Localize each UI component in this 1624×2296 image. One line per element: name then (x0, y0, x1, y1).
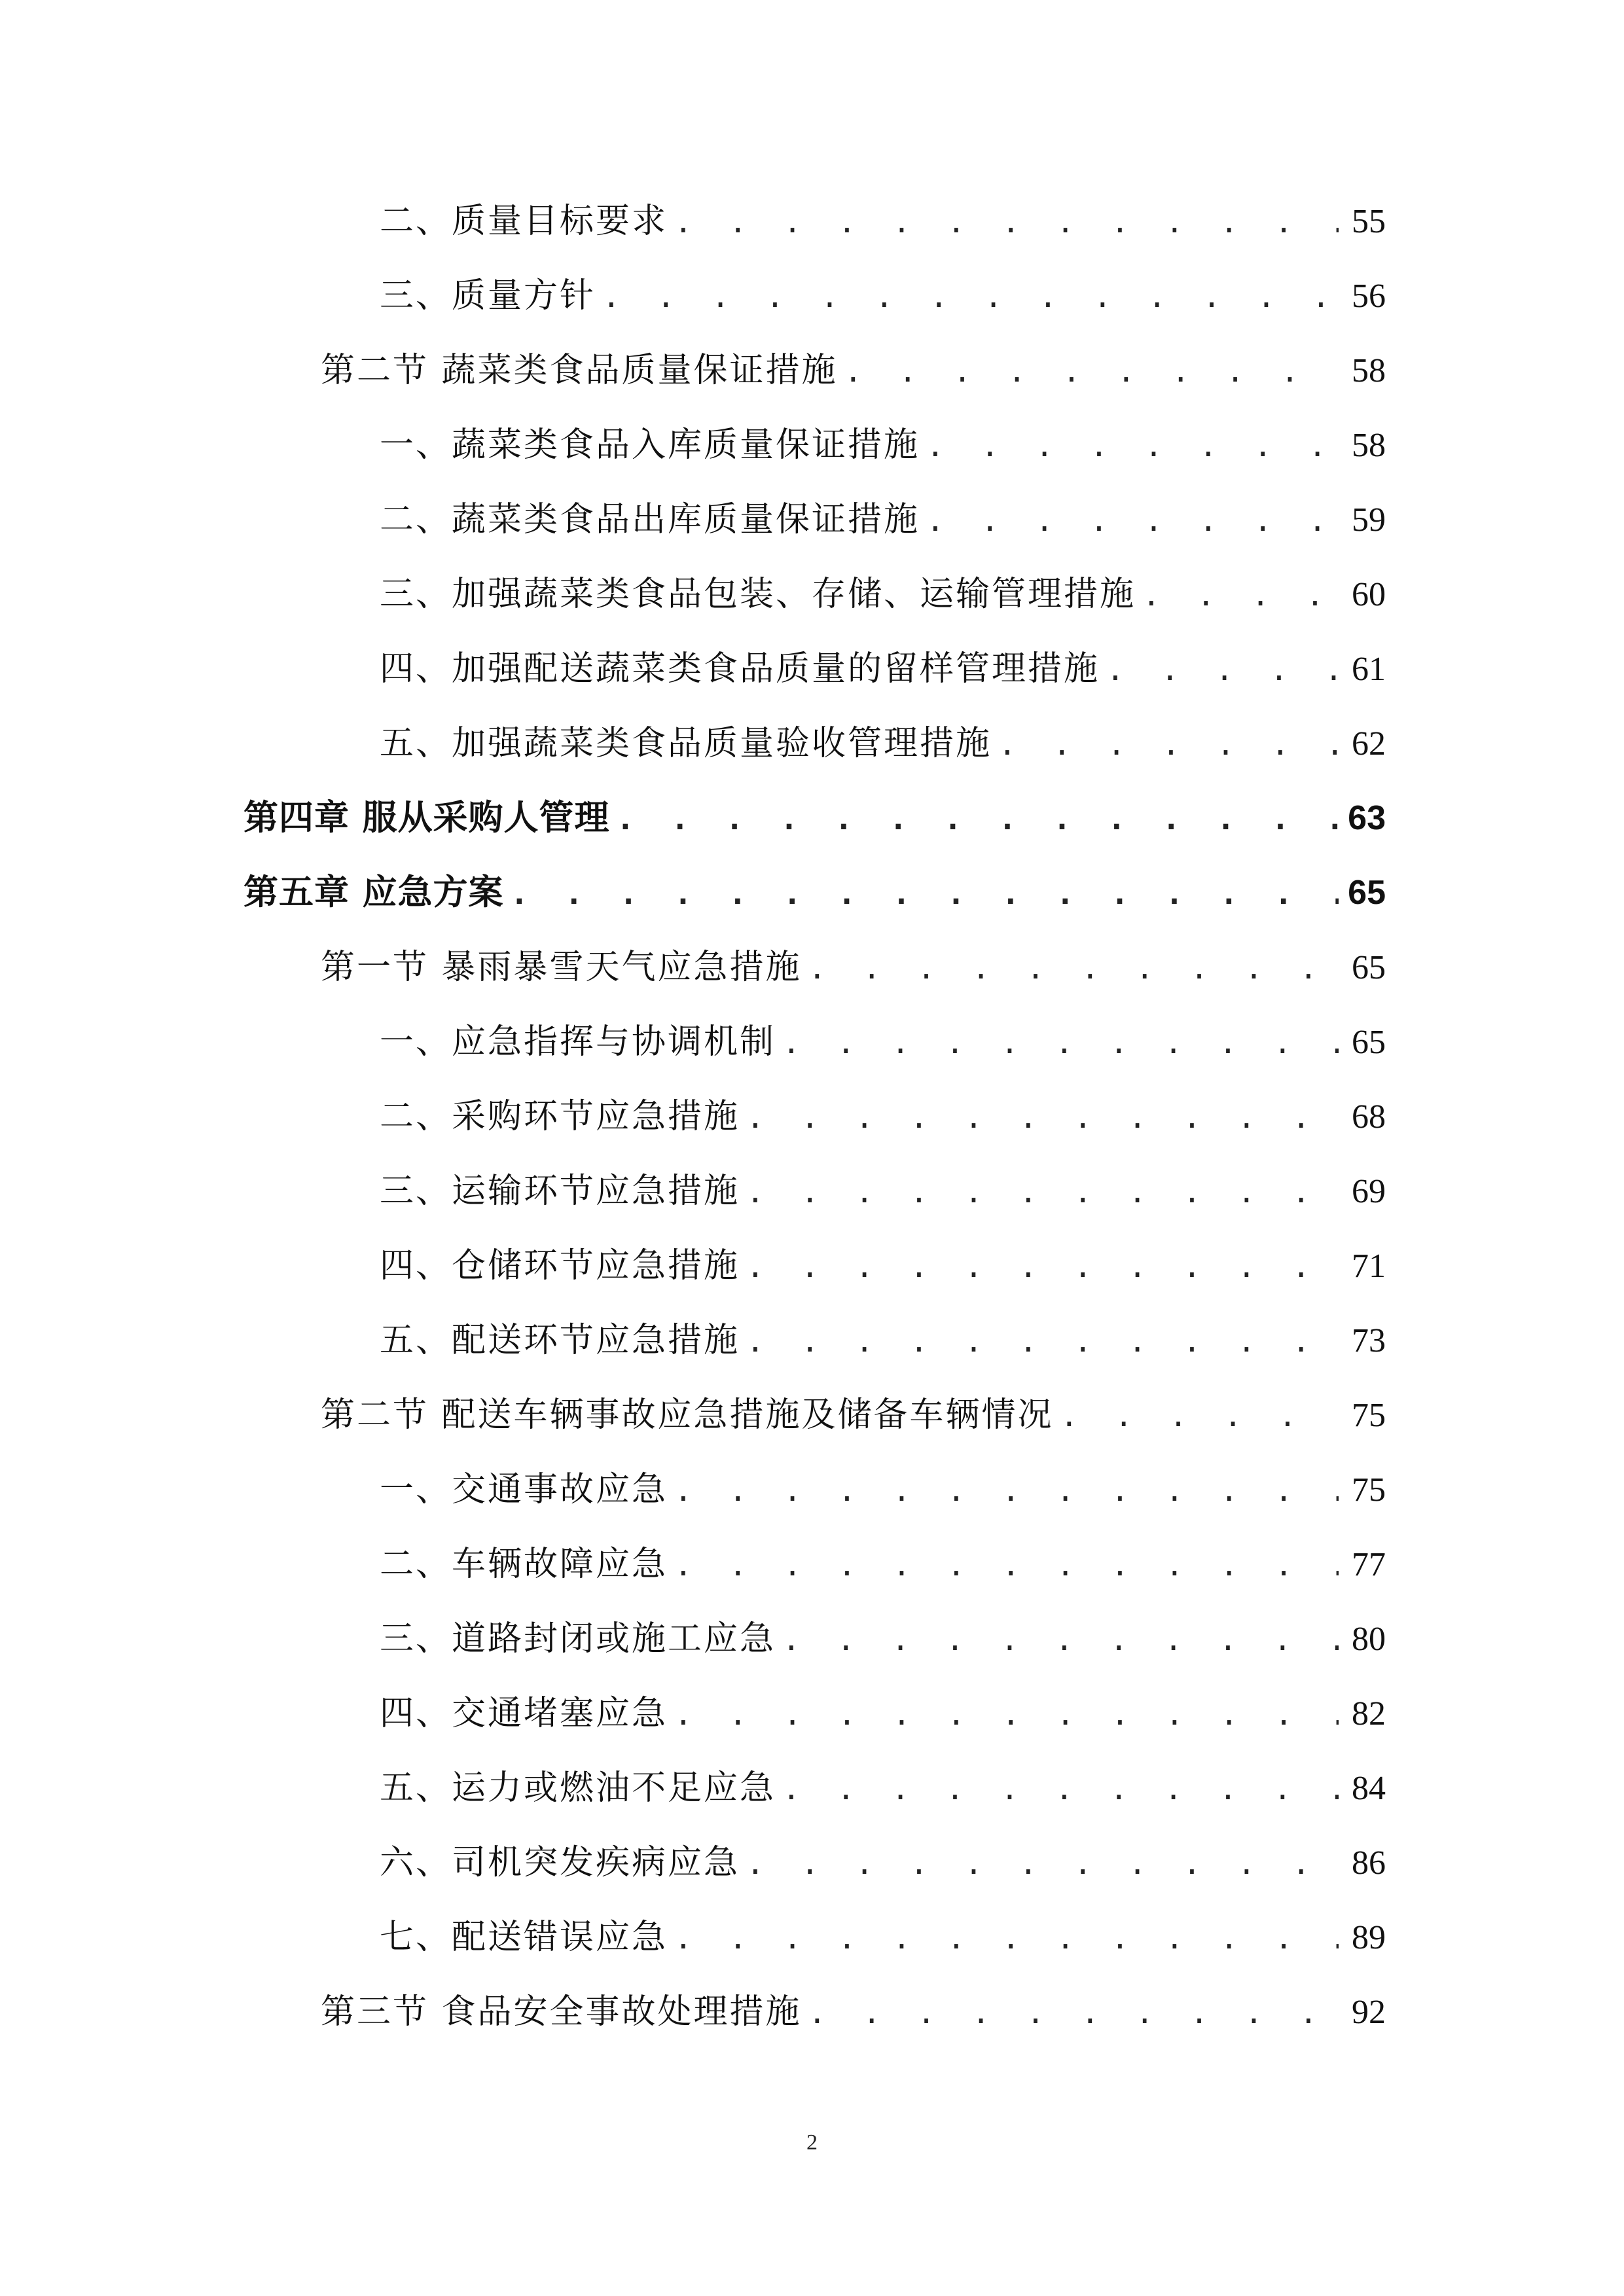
toc-entry-title: 三、运输环节应急措施 (380, 1172, 740, 1211)
toc-dot-leader (1106, 652, 1339, 687)
toc-dot-leader (844, 353, 1339, 389)
toc-dot-leader (674, 1547, 1339, 1583)
toc-dot-leader (782, 1025, 1339, 1060)
toc-dot-leader (782, 1622, 1339, 1657)
toc-entry-title: 五、加强蔬菜类食品质量验收管理措施 (380, 724, 992, 763)
toc-entry[interactable] (380, 715, 1386, 774)
toc-entry-page: 59 (1352, 501, 1386, 539)
toc-entry-title: 三、加强蔬菜类食品包装、存储、运输管理措施 (380, 575, 1136, 614)
toc-entry[interactable] (321, 1984, 1386, 2043)
toc-entry-title: 二、质量目标要求 (380, 202, 668, 241)
toc-entry[interactable] (380, 193, 1386, 252)
toc-dot-leader (746, 1249, 1339, 1284)
toc-entry-page: 75 (1352, 1397, 1386, 1434)
toc-entry-page: 58 (1352, 352, 1386, 389)
toc-entry[interactable] (380, 1685, 1386, 1744)
toc-entry-page: 63 (1348, 799, 1386, 837)
toc-entry-page: 65 (1352, 949, 1386, 986)
toc-entry[interactable] (380, 268, 1386, 327)
toc-entry[interactable] (321, 1387, 1386, 1446)
toc-entry-page: 58 (1352, 427, 1386, 464)
toc-dot-leader (926, 503, 1339, 538)
toc-dot-leader (1142, 577, 1339, 613)
toc-dot-leader (616, 801, 1339, 836)
toc-dot-leader (674, 204, 1339, 240)
toc-entry-title: 第二节 蔬菜类食品质量保证措施 (321, 351, 838, 390)
toc-entry[interactable] (380, 492, 1386, 550)
toc-entry-page: 56 (1352, 278, 1386, 315)
toc-entry[interactable] (244, 790, 1386, 849)
page-number: 2 (806, 2130, 818, 2155)
toc-entry[interactable] (380, 1536, 1386, 1595)
toc-entry-title: 三、道路封闭或施工应急 (380, 1619, 776, 1659)
toc-entry[interactable] (321, 342, 1386, 401)
toc-entry[interactable] (380, 1014, 1386, 1073)
toc-entry-page: 73 (1352, 1322, 1386, 1359)
toc-entry[interactable] (380, 1088, 1386, 1147)
toc-entry-title: 第二节 配送车辆事故应急措施及储备车辆情况 (321, 1395, 1054, 1435)
toc-entry-title: 六、司机突发疾病应急 (380, 1843, 740, 1882)
toc-entry-title: 一、蔬菜类食品入库质量保证措施 (380, 425, 920, 465)
toc-entry-title: 第五章 应急方案 (244, 872, 504, 912)
toc-entry-title: 第三节 食品安全事故处理措施 (321, 1992, 802, 2032)
toc-entry-title: 四、交通堵塞应急 (380, 1694, 668, 1733)
toc-entry-page: 65 (1348, 874, 1386, 912)
toc-entry-page: 69 (1352, 1173, 1386, 1210)
toc-dot-leader (926, 428, 1339, 463)
toc-dot-leader (808, 1995, 1339, 2030)
toc-entry-title: 三、质量方针 (380, 276, 596, 315)
toc-entry-page: 84 (1352, 1770, 1386, 1807)
toc-entry-page: 77 (1352, 1546, 1386, 1583)
toc-entry-title: 第四章 服从采购人管理 (244, 798, 610, 838)
toc-entry-title: 二、车辆故障应急 (380, 1545, 668, 1584)
toc-dot-leader (674, 1696, 1339, 1732)
toc-entry[interactable] (244, 865, 1386, 924)
toc-entry-page: 92 (1352, 1994, 1386, 2031)
toc-entry-page: 75 (1352, 1471, 1386, 1509)
toc-entry-page: 65 (1352, 1024, 1386, 1061)
toc-entry-page: 82 (1352, 1695, 1386, 1732)
toc-entry[interactable] (380, 1909, 1386, 1968)
toc-entry[interactable] (380, 566, 1386, 625)
toc-entry-page: 60 (1352, 576, 1386, 613)
toc-entry-page: 55 (1352, 203, 1386, 240)
toc-entry[interactable] (380, 1611, 1386, 1670)
toc-entry[interactable] (380, 1312, 1386, 1371)
toc-entry[interactable] (380, 417, 1386, 476)
toc-entry[interactable] (380, 1462, 1386, 1520)
toc-dot-leader (746, 1174, 1339, 1210)
toc-entry-title: 一、交通事故应急 (380, 1470, 668, 1509)
toc-dot-leader (510, 876, 1339, 911)
toc-entry[interactable] (380, 1238, 1386, 1297)
toc-entry-title: 第一节 暴雨暴雪天气应急措施 (321, 948, 802, 987)
toc-dot-leader (746, 1100, 1339, 1135)
toc-entry-title: 二、采购环节应急措施 (380, 1097, 740, 1136)
toc-entry-page: 62 (1352, 725, 1386, 762)
toc-dot-leader (998, 726, 1339, 762)
toc-entry-page: 86 (1352, 1844, 1386, 1882)
toc-entry-title: 二、蔬菜类食品出库质量保证措施 (380, 500, 920, 539)
toc-entry-title: 五、配送环节应急措施 (380, 1321, 740, 1360)
toc-dot-leader (808, 950, 1339, 986)
toc-entry-page: 68 (1352, 1098, 1386, 1136)
toc-dot-leader (746, 1323, 1339, 1359)
toc-entry-title: 一、应急指挥与协调机制 (380, 1022, 776, 1062)
toc-entry-title: 四、加强配送蔬菜类食品质量的留样管理措施 (380, 649, 1100, 689)
toc-entry[interactable] (321, 939, 1386, 998)
toc-entry-title: 五、运力或燃油不足应急 (380, 1768, 776, 1808)
toc-entry[interactable] (380, 641, 1386, 700)
toc-entry-page: 61 (1352, 651, 1386, 688)
toc-entry[interactable] (380, 1760, 1386, 1819)
toc-entry-title: 七、配送错误应急 (380, 1918, 668, 1957)
toc-dot-leader (746, 1846, 1339, 1881)
toc-dot-leader (602, 279, 1339, 314)
toc-entry-page: 89 (1352, 1919, 1386, 1956)
toc-entry[interactable] (380, 1163, 1386, 1222)
toc-dot-leader (1060, 1398, 1339, 1433)
toc-dot-leader (674, 1920, 1339, 1956)
toc-entry-page: 80 (1352, 1621, 1386, 1658)
toc-entry-title: 四、仓储环节应急措施 (380, 1246, 740, 1285)
toc-dot-leader (782, 1771, 1339, 1806)
toc-entry[interactable] (380, 1835, 1386, 1893)
toc-dot-leader (674, 1473, 1339, 1508)
toc-entry-page: 71 (1352, 1247, 1386, 1285)
